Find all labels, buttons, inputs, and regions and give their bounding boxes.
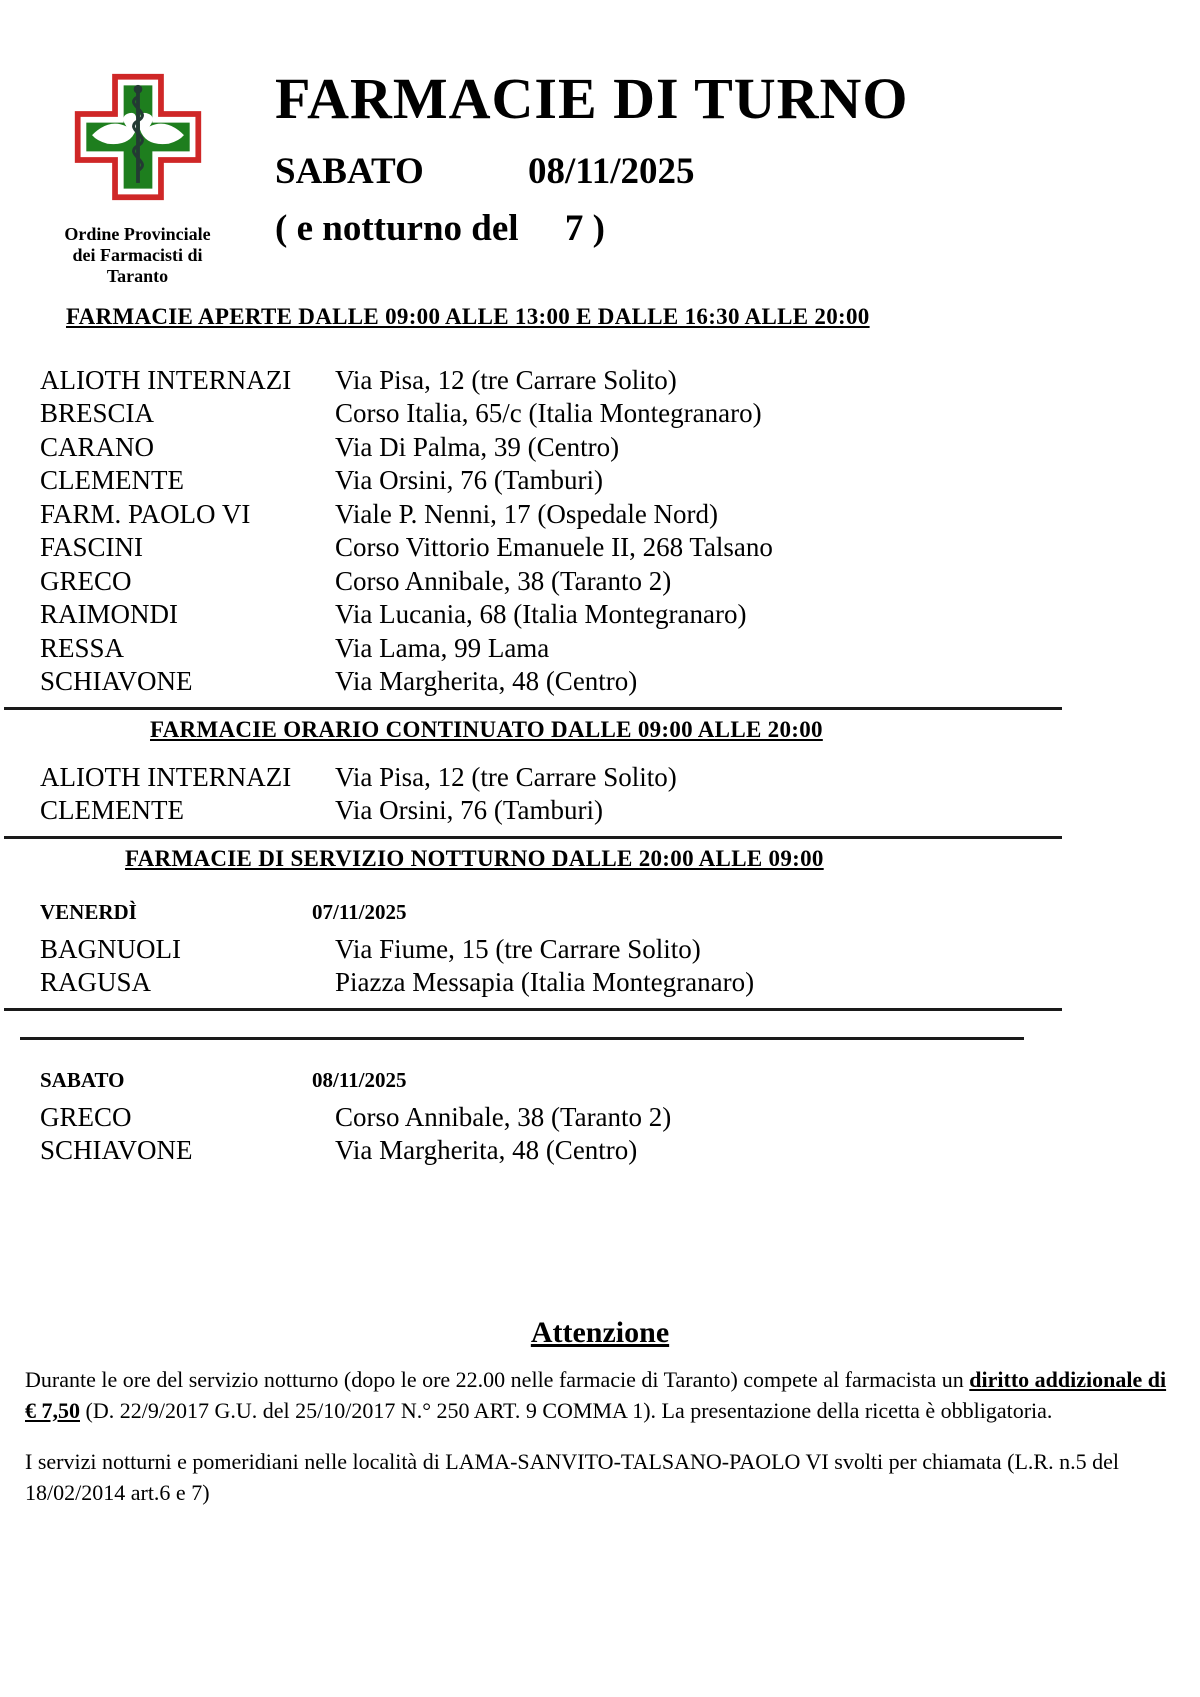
pharmacy-name: RAGUSA bbox=[40, 967, 152, 998]
night-date: 07/11/2025 bbox=[312, 899, 407, 924]
org-name-line3: Taranto bbox=[106, 266, 169, 287]
pharmacy-address: Via Fiume, 15 (tre Carrare Solito) bbox=[335, 933, 701, 964]
pharmacy-row bbox=[0, 598, 1200, 632]
org-name-line1: Ordine Provinciale bbox=[64, 224, 211, 244]
night-pharmacies-list-sabato bbox=[0, 1101, 1200, 1168]
duty-date-line bbox=[275, 150, 1180, 193]
night-date: 08/11/2025 bbox=[312, 1067, 407, 1092]
pharmacy-row bbox=[0, 565, 1200, 599]
pharmacy-name: CARANO bbox=[40, 431, 155, 462]
pharmacy-address: Piazza Messapia (Italia Montegranaro) bbox=[335, 967, 755, 998]
pharmacy-row bbox=[0, 531, 1200, 565]
attention-paragraph-2: I servizi notturni e pomeridiani nelle località di LAMA-SANVITO-TALSANO-PAOLO VI svolti per chiamata (L.R. n.5 del 18/02/2014 art.6 e 7) bbox=[25, 1448, 1119, 1505]
pharmacy-address: Corso Annibale, 38 (Taranto 2) bbox=[335, 1101, 672, 1132]
pharmacy-cross-logo-icon bbox=[69, 70, 207, 204]
pharmacy-row bbox=[0, 1101, 1200, 1135]
attention-p1-before: Durante le ore del servizio notturno (dopo le ore 22.00 nelle farmacie di Taranto) compete al farmacista un bbox=[25, 1366, 970, 1392]
pharmacy-address: Via Pisa, 12 (tre Carrare Solito) bbox=[335, 761, 677, 792]
section-heading-notturno: FARMACIE DI SERVIZIO NOTTURNO DALLE 20:00 ALLE 09:00 bbox=[125, 845, 824, 871]
pharmacy-row bbox=[0, 364, 1200, 398]
pharmacy-address: Via Margherita, 48 (Centro) bbox=[335, 1135, 638, 1166]
pharmacy-row bbox=[0, 761, 1200, 795]
pharmacy-address: Via Di Palma, 39 (Centro) bbox=[335, 431, 620, 462]
pharmacy-name: FASCINI bbox=[40, 532, 144, 563]
pharmacy-name: BRESCIA bbox=[40, 398, 155, 429]
org-name-line2: dei Farmacisti di bbox=[72, 245, 203, 266]
pharmacy-name: SCHIAVONE bbox=[40, 666, 193, 697]
pharmacy-row bbox=[0, 1134, 1200, 1168]
pharmacy-name: FARM. PAOLO VI bbox=[40, 498, 251, 529]
separator-line bbox=[20, 1037, 1024, 1040]
pharmacy-name: BAGNUOLI bbox=[40, 933, 181, 964]
open-pharmacies-list bbox=[0, 364, 1200, 699]
pharmacy-name: ALIOTH INTERNAZI bbox=[40, 364, 292, 395]
night-pharmacies-list-venerdi bbox=[0, 933, 1200, 1000]
pharmacy-row bbox=[0, 431, 1200, 465]
pharmacy-row bbox=[0, 933, 1200, 967]
duty-date: 08/11/2025 bbox=[528, 151, 695, 192]
organization-name bbox=[64, 224, 210, 288]
night-day: VENERDÌ bbox=[40, 899, 137, 924]
section-heading-continuato: FARMACIE ORARIO CONTINUATO DALLE 09:00 ALLE 20:00 bbox=[150, 716, 823, 742]
pharmacy-name: CLEMENTE bbox=[40, 465, 184, 496]
pharmacy-address: Viale P. Nenni, 17 (Ospedale Nord) bbox=[335, 498, 719, 529]
night-subheader-venerdi bbox=[40, 900, 1200, 925]
pharmacy-address: Corso Vittorio Emanuele II, 268 Talsano bbox=[335, 532, 773, 563]
separator-line bbox=[4, 836, 1062, 839]
pharmacy-row bbox=[0, 966, 1200, 1000]
separator-line bbox=[4, 707, 1062, 710]
attention-paragraph-1 bbox=[25, 1364, 1172, 1426]
duty-day: SABATO bbox=[275, 151, 424, 192]
night-day: SABATO bbox=[40, 1067, 125, 1092]
attention-heading: Attenzione bbox=[530, 1315, 670, 1349]
attention-p1-after: (D. 22/9/2017 G.U. del 25/10/2017 N.° 250 ART. 9 COMMA 1). La presentazione della ricetta è obbligatoria. bbox=[80, 1397, 1053, 1423]
pharmacy-row bbox=[0, 464, 1200, 498]
document-header bbox=[0, 0, 1200, 288]
pharmacy-name: RAIMONDI bbox=[40, 599, 178, 630]
pharmacy-address: Corso Italia, 65/c (Italia Montegranaro) bbox=[335, 398, 762, 429]
section-heading-open: FARMACIE APERTE DALLE 09:00 ALLE 13:00 E DALLE 16:30 ALLE 20:00 bbox=[66, 303, 870, 329]
pharmacy-address: Via Pisa, 12 (tre Carrare Solito) bbox=[335, 364, 677, 395]
pharmacy-name: CLEMENTE bbox=[40, 795, 184, 826]
pharmacy-row bbox=[0, 665, 1200, 699]
page-title: FARMACIE DI TURNO bbox=[275, 66, 909, 131]
pharmacy-address: Via Orsini, 76 (Tamburi) bbox=[335, 795, 603, 826]
pharmacy-address: Corso Annibale, 38 (Taranto 2) bbox=[335, 565, 672, 596]
pharmacy-name: GRECO bbox=[40, 1101, 132, 1132]
pharmacy-name: RESSA bbox=[40, 632, 125, 663]
pharmacy-row bbox=[0, 397, 1200, 431]
separator-line bbox=[4, 1008, 1062, 1011]
pharmacy-row bbox=[0, 632, 1200, 666]
continuato-pharmacies-list bbox=[0, 761, 1200, 828]
pharmacy-name: ALIOTH INTERNAZI bbox=[40, 761, 292, 792]
pharmacy-name: GRECO bbox=[40, 565, 132, 596]
pharmacy-address: Via Margherita, 48 (Centro) bbox=[335, 666, 638, 697]
pharmacy-row bbox=[0, 498, 1200, 532]
pharmacy-address: Via Lucania, 68 (Italia Montegranaro) bbox=[335, 599, 747, 630]
pharmacy-row bbox=[0, 794, 1200, 828]
header-right-column bbox=[275, 66, 1200, 288]
night-subheader-sabato bbox=[40, 1068, 1200, 1093]
night-note: ( e notturno del 7 ) bbox=[275, 208, 605, 249]
header-left-column bbox=[0, 70, 275, 288]
pharmacy-name: SCHIAVONE bbox=[40, 1135, 193, 1166]
pharmacy-address: Via Lama, 99 Lama bbox=[335, 632, 550, 663]
attention-p1-surcharge: diritto addizionale di € 7,50 bbox=[25, 1366, 1167, 1423]
pharmacy-address: Via Orsini, 76 (Tamburi) bbox=[335, 465, 603, 496]
